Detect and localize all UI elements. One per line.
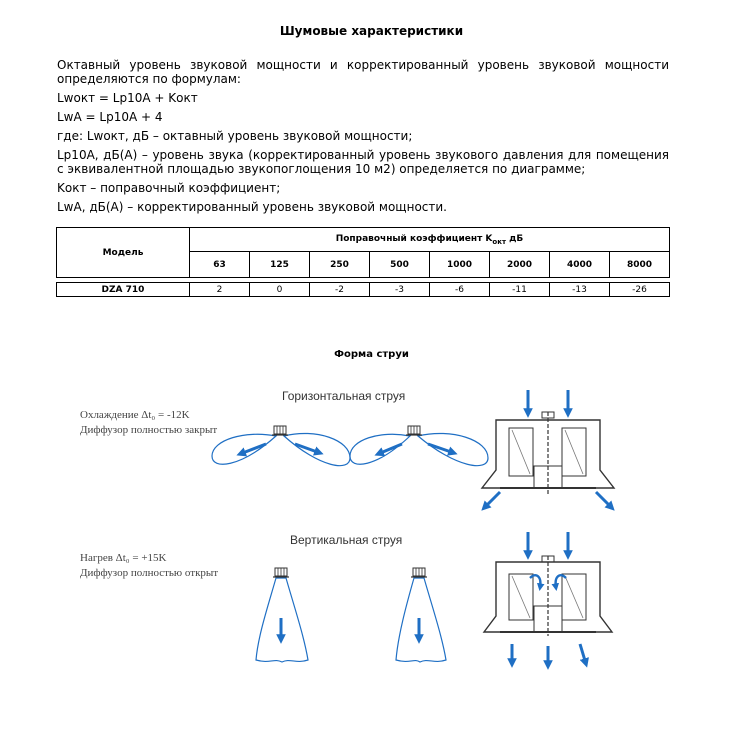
frequency-cell: 125	[250, 252, 310, 278]
definition-lp10a: Lp10A, дБ(A) – уровень звука (корректированный уровень звукового давления для помещения с эквивалентной площадью звукопоглощения 10 м2) определяется по диаграмме;	[57, 148, 669, 176]
diffuser-icon	[411, 568, 427, 577]
diffuser-section-open	[484, 532, 612, 666]
vertical-jet-shape-2	[396, 578, 446, 662]
horizontal-jet-shape-1	[212, 433, 350, 465]
horizontal-jet-shape-2	[350, 433, 488, 465]
model-cell: DZA 710	[57, 283, 190, 297]
intro-paragraph: Октавный уровень звуковой мощности и корректированный уровень звуковой мощности определяются по формулам:	[57, 58, 669, 86]
formula-octave: Lwокт = Lp10A + Kокт	[57, 91, 198, 105]
frequency-cell: 4000	[550, 252, 610, 278]
value-cell: -3	[370, 283, 430, 297]
value-cell: -11	[490, 283, 550, 297]
frequency-cell: 63	[190, 252, 250, 278]
open-line: Диффузор полностью открыт	[80, 567, 219, 579]
diffuser-icon	[406, 426, 422, 435]
vertical-jet-label: Вертикальная струя	[290, 533, 403, 547]
horizontal-jet-label: Горизонтальная струя	[282, 389, 406, 403]
value-cell: -2	[310, 283, 370, 297]
formula-corrected: LwA = Lp10A + 4	[57, 110, 163, 124]
heating-line: Нагрев Δt₀ = +15K	[80, 552, 167, 564]
diffuser-icon	[272, 426, 288, 435]
frequency-cell: 250	[310, 252, 370, 278]
definition-lwa: LwA, дБ(A) – корректированный уровень звуковой мощности.	[57, 200, 447, 214]
cooling-line: Охлаждение Δt₀ = -12K	[80, 409, 190, 421]
frequency-cell: 1000	[430, 252, 490, 278]
frequency-cell: 8000	[610, 252, 670, 278]
value-cell: -26	[610, 283, 670, 297]
definition-lwokt: где: Lwокт, дБ – октавный уровень звуковой мощности;	[57, 129, 413, 143]
coefficient-header: Поправочный коэффициент $K_{окт}$ дБ	[190, 228, 670, 252]
model-header: Модель	[57, 228, 190, 278]
vertical-jet-shape-1	[256, 578, 308, 662]
definition-kokt: Kокт – поправочный коэффициент;	[57, 181, 281, 195]
frequency-cell: 500	[370, 252, 430, 278]
diffuser-icon	[273, 568, 289, 577]
jet-shape-title: Форма струи	[334, 349, 409, 360]
value-cell: -13	[550, 283, 610, 297]
page-title: Шумовые характеристики	[279, 24, 464, 38]
value-cell: 2	[190, 283, 250, 297]
value-cell: 0	[250, 283, 310, 297]
frequency-cell: 2000	[490, 252, 550, 278]
closed-line: Диффузор полностью закрыт	[80, 424, 218, 436]
value-cell: -6	[430, 283, 490, 297]
diffuser-section-closed	[482, 390, 614, 508]
